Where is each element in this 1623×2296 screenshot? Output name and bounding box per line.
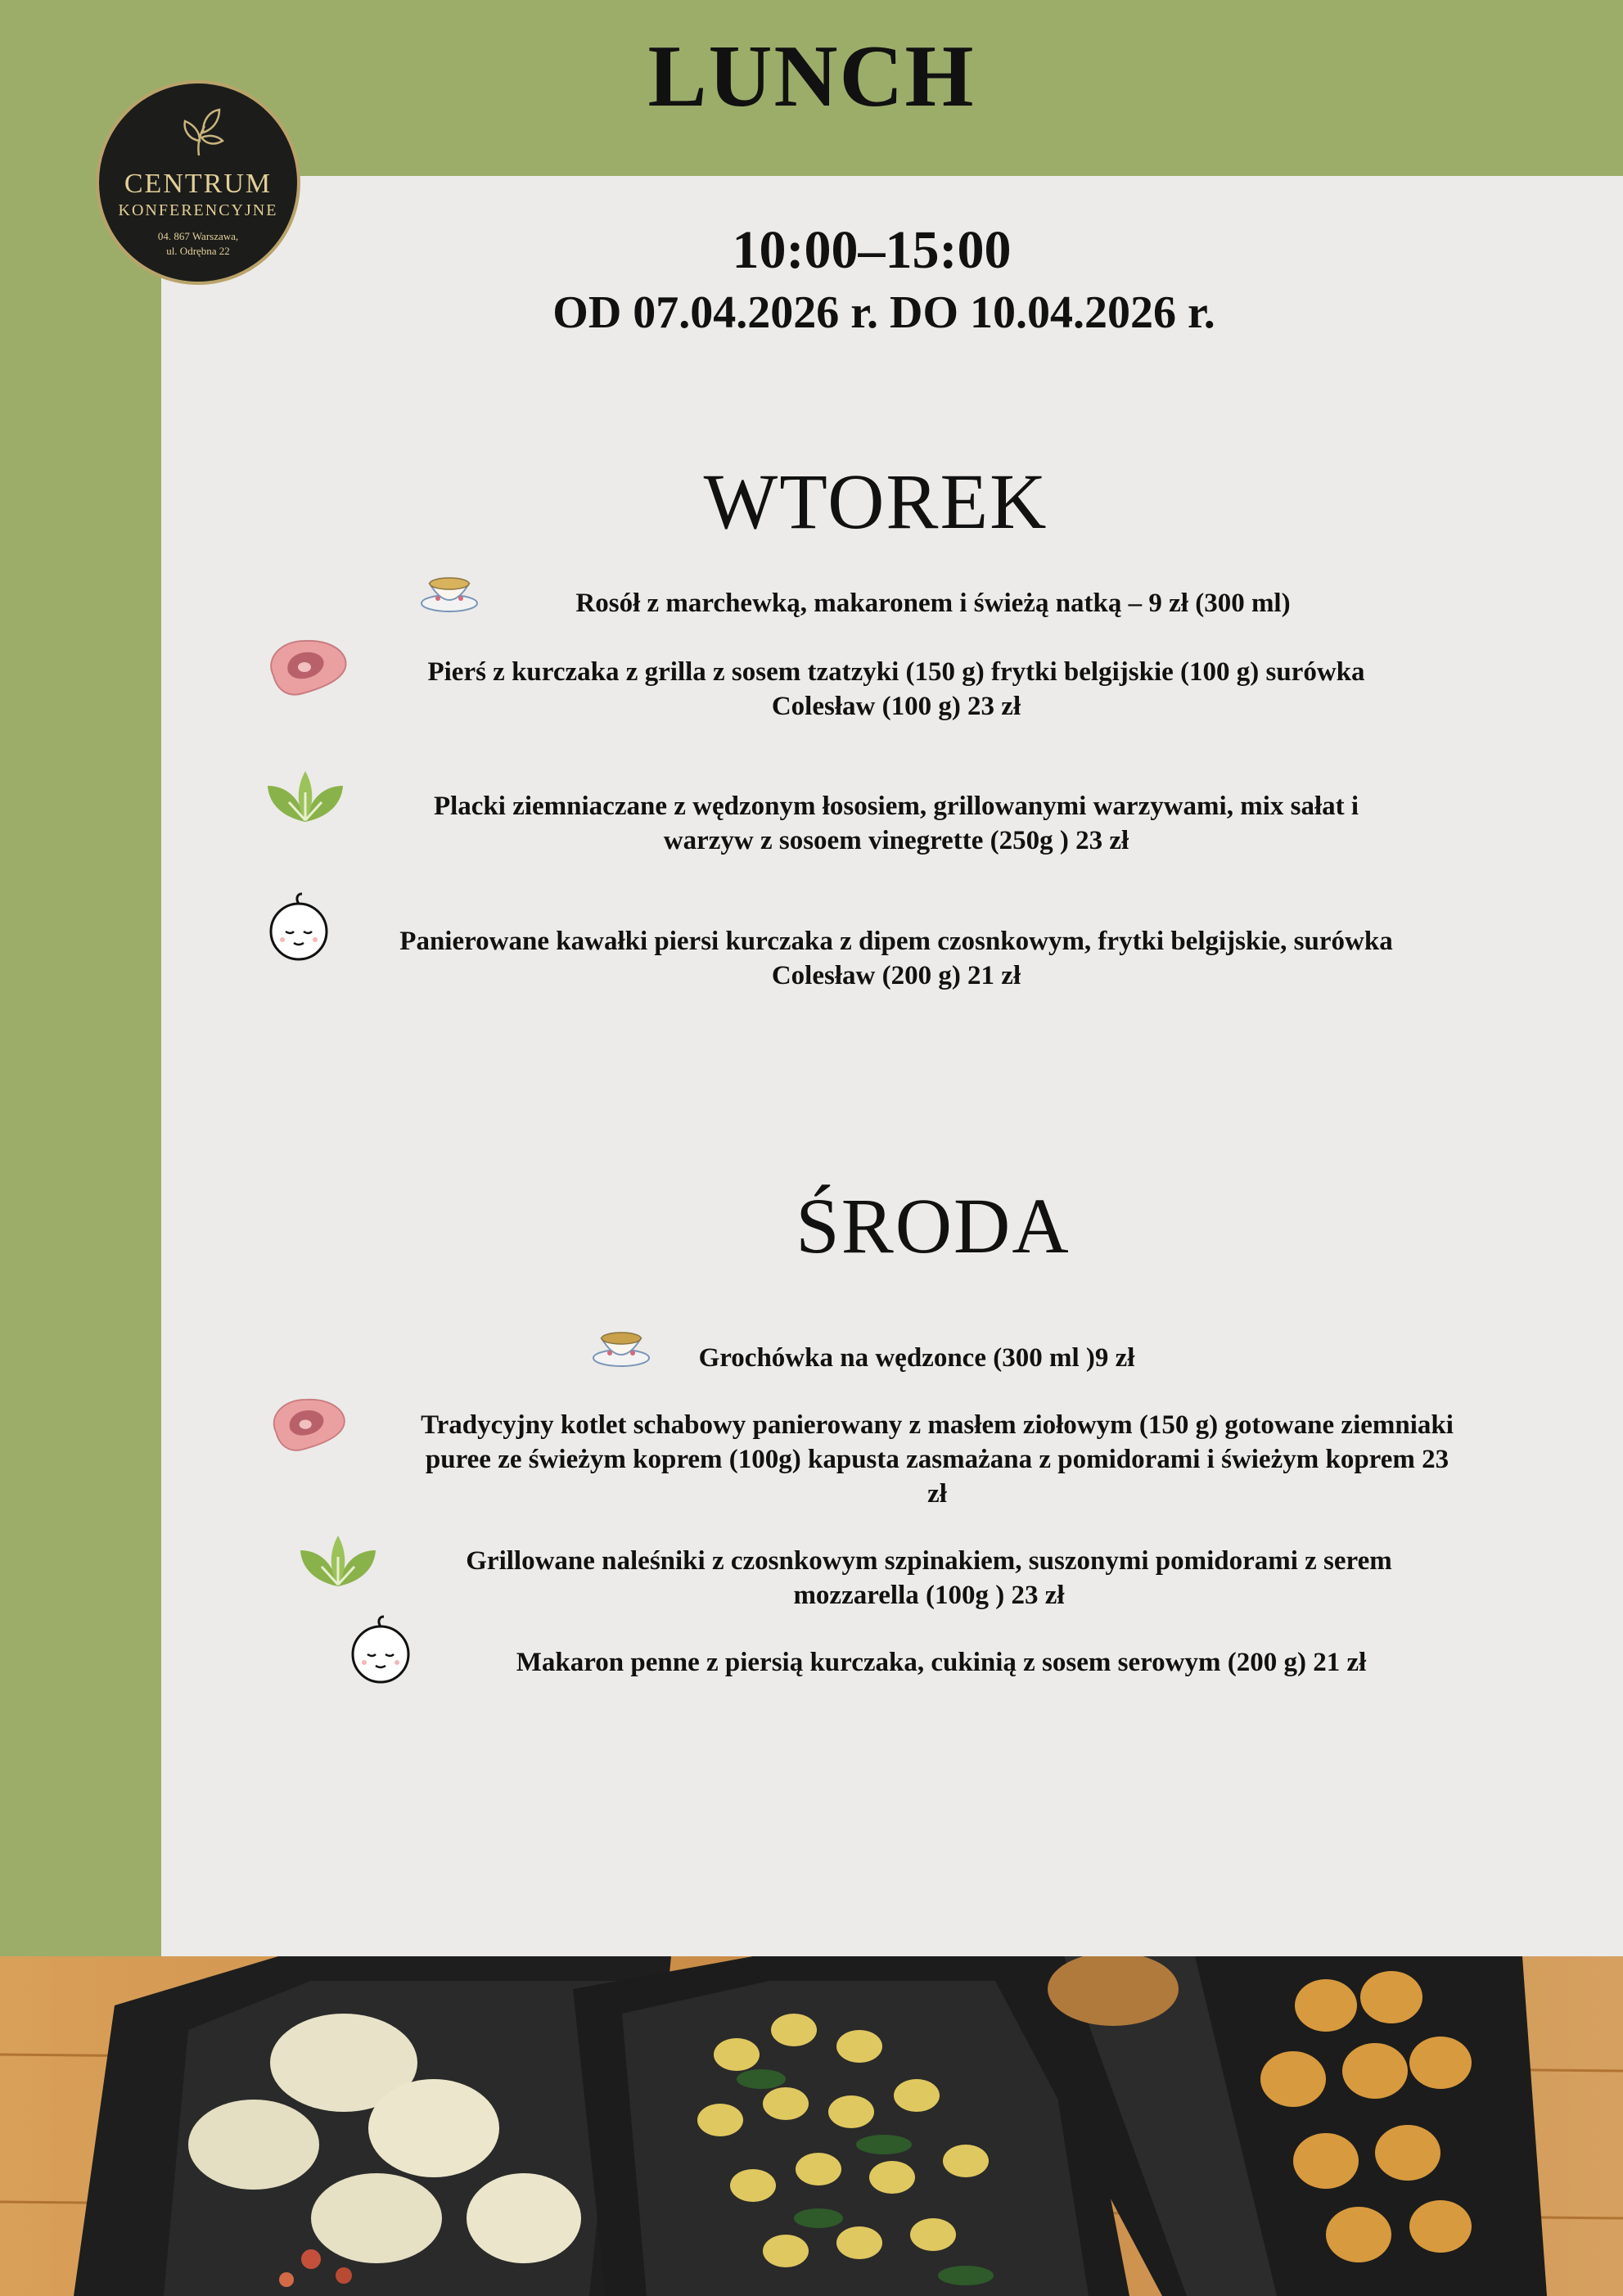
menu-item-line: Pierś z kurczaka z grilla z sosem tzatzyki (150 g) frytki belgijskie (100 g) surówka: [427, 657, 1365, 687]
menu-item-line: Grillowane naleśniki z czosnkowym szpinakiem, suszonymi pomidorami z serem: [466, 1546, 1392, 1576]
menu-item: [442, 1645, 1440, 1680]
menu-item-line: Panierowane kawałki piersi kurczaka z dipem czosnkowym, frytki belgijskie, surówka: [399, 927, 1393, 956]
meat-steak-icon: [264, 634, 350, 705]
menu-item-line: zł: [927, 1479, 947, 1509]
food-containers-illustration: [0, 1956, 1623, 2296]
meat-steak-icon: [267, 1392, 349, 1462]
menu-panel: [161, 176, 1623, 1956]
child-face-icon: [266, 892, 331, 963]
menu-item-line: Rosół z marchewką, makaronem i świeżą natką – 9 zł (300 ml): [575, 589, 1291, 618]
menu-item-line: Colesław (200 g) 21 zł: [771, 961, 1021, 990]
logo-subtitle: KONFERENCYJNE: [118, 201, 278, 219]
logo-name: CENTRUM: [124, 169, 273, 199]
menu-item: [344, 1408, 1531, 1511]
logo-address-line2: ul. Odrębna 22: [166, 244, 230, 257]
menu-item-line: Grochówka na wędzonce (300 ml )9 zł: [698, 1343, 1135, 1373]
menu-item-line: Makaron penne z piersią kurczaka, cukinią z sosem serowym (200 g) 21 zł: [516, 1648, 1367, 1677]
food-photo: [0, 1956, 1623, 2296]
menu-item-line: warzyw z sosoem vinegrette (250g ) 23 zł: [663, 826, 1129, 855]
menu-item-line: Tradycyjny kotlet schabowy panierowany z masłem ziołowym (150 g) gotowane ziemniaki: [421, 1410, 1454, 1440]
logo-address-line1: 04. 867 Warszawa,: [157, 230, 239, 242]
day-heading-wednesday: ŚRODA: [796, 1182, 1071, 1270]
menu-item: [352, 789, 1440, 858]
page-title: LUNCH: [647, 28, 976, 125]
day-heading-tuesday: WTOREK: [703, 458, 1048, 545]
menu-item: [331, 924, 1461, 993]
menu-item-line: Placki ziemniaczane z wędzonym łososiem, grillowanymi warzywami, mix sałat i: [433, 792, 1359, 821]
menu-item: [442, 586, 1424, 620]
menu-item: [352, 655, 1440, 724]
menu-item-line: Colesław (100 g) 23 zł: [771, 692, 1021, 721]
menu-item: [385, 1544, 1473, 1613]
menu-item-line: puree ze świeżym koprem (100g) kapusta zasmażana z pomidorami i świeżym koprem 23: [425, 1445, 1449, 1474]
menu-item-line: mozzarella (100g ) 23 zł: [793, 1581, 1065, 1610]
vegetarian-leaf-icon: [297, 1532, 379, 1590]
opening-hours: 10:00–15:00: [732, 220, 1012, 280]
leaf-sprig-icon: [170, 101, 228, 159]
date-range: OD 07.04.2026 r. DO 10.04.2026 r.: [552, 287, 1215, 338]
vegetarian-leaf-icon: [264, 768, 346, 825]
menu-item: [622, 1341, 1211, 1375]
child-face-icon: [348, 1615, 413, 1685]
